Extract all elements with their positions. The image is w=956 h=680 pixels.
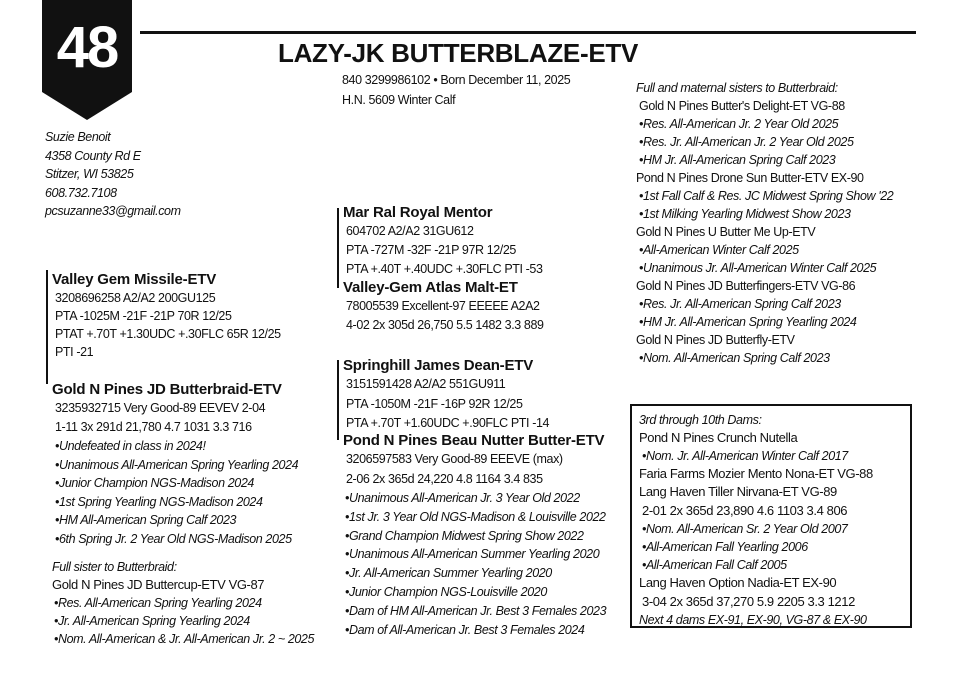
dams-box-line: Next 4 dams EX-91, EX-90, VG-87 & EX-90 [639,613,867,627]
registration-line: 840 3299986102 • Born December 11, 2025 [342,73,571,87]
dams-box-line: Lang Haven Option Nadia-ET EX-90 [639,575,837,590]
dam-dam-award: •Dam of HM All-American Jr. Best 3 Females 2023 [345,603,607,618]
dam-dam-award: •Unanimous All-American Summer Yearling 2020 [345,547,600,562]
full-sister-heading: Full sister to Butterbraid: [52,560,177,574]
dams-box [630,404,912,628]
pedigree-bracket-sire [337,208,339,288]
dam-award: •Undefeated in class in 2024! [55,439,206,453]
dams-box-line: •Nom. All-American Sr. 2 Year Old 2007 [642,522,848,536]
sire-sire-detail: 604702 A2/A2 31GU612 [346,224,474,238]
dams-box-line: 3-04 2x 365d 37,270 5.9 2205 3.3 1212 [642,594,855,609]
dam-sire-detail: PTA +.70T +1.60UDC +.90FLC PTI -14 [346,416,550,430]
sire-dam-block [343,278,544,335]
sister-award: •Res. Jr. All-American Jr. 2 Year Old 2025 [639,135,854,149]
sire-detail: 3208696258 A2/A2 200GU125 [55,291,216,305]
sister-award: •1st Fall Calf & Res. JC Midwest Spring Show '22 [639,189,894,203]
dam-name: Gold N Pines JD Butterbraid-ETV [52,381,282,398]
sister-name: Gold N Pines Butter's Delight-ET VG-88 [639,99,845,113]
full-sister-block [52,558,314,648]
dams-box-line: •Nom. Jr. All-American Winter Calf 2017 [642,449,848,463]
sister-name: Gold N Pines U Butter Me Up-ETV [636,225,816,239]
full-sister-award: •Res. All-American Spring Yearling 2024 [54,596,262,610]
dam-dam-detail: 3206597583 Very Good-89 EEEVE (max) [346,452,563,466]
sire-dam-detail: 78005539 Excellent-97 EEEEE A2A2 [346,299,540,313]
dams-box-line: Pond N Pines Crunch Nutella [639,430,798,445]
sire-dam-detail: 4-02 2x 305d 26,750 5.5 1482 3.3 889 [346,318,544,332]
dam-award: •HM All-American Spring Calf 2023 [55,513,237,527]
dams-box-heading: 3rd through 10th Dams: [639,413,762,427]
full-sister-name: Gold N Pines JD Buttercup-ETV VG-87 [52,577,265,592]
sister-award: •Unanimous Jr. All-American Winter Calf 2025 [639,261,877,275]
dam-sire-name: Springhill James Dean-ETV [343,357,534,374]
dam-dam-award: •1st Jr. 3 Year Old NGS-Madison & Louisville 2022 [345,509,606,524]
pedigree-bracket-dam [337,360,339,440]
dam-dam-block [343,431,606,639]
maternal-sisters-block [636,79,893,367]
sire-block [52,270,281,361]
dam-award: •1st Spring Yearling NGS-Madison 2024 [55,494,263,509]
sire-detail: PTI -21 [55,345,94,359]
sire-dam-name: Valley-Gem Atlas Malt-ET [343,279,518,296]
sister-award: •All-American Winter Calf 2025 [639,243,799,257]
dam-award: •Junior Champion NGS-Madison 2024 [55,476,254,490]
pedigree-bracket-left [46,270,48,384]
dam-dam-detail: 2-06 2x 365d 24,220 4.8 1164 3.4 835 [346,471,543,486]
owner-name: Suzie Benoit [45,130,111,144]
sister-award: •Res. Jr. All-American Spring Calf 2023 [639,297,841,311]
dams-box-line: •All-American Fall Calf 2005 [642,558,787,572]
dam-block [52,380,298,548]
dam-dam-name: Pond N Pines Beau Nutter Butter-ETV [343,432,605,449]
sire-sire-detail: PTA -727M -32F -21P 97R 12/25 [346,243,516,257]
sire-sire-block [343,203,543,279]
sire-detail: PTAT +.70T +1.30UDC +.30FLC 65R 12/25 [55,327,281,341]
sister-award: •1st Milking Yearling Midwest Show 2023 [639,207,851,221]
page-title: LAZY-JK BUTTERBLAZE-ETV [278,38,638,68]
dam-sire-detail: PTA -1050M -21F -16P 92R 12/25 [346,396,523,411]
sire-name: Valley Gem Missile-ETV [52,271,217,288]
dam-dam-award: •Jr. All-American Summer Yearling 2020 [345,566,552,581]
dam-award: •6th Spring Jr. 2 Year Old NGS-Madison 2025 [55,531,292,546]
dams-box-line: 2-01 2x 365d 23,890 4.6 1103 3.4 806 [642,503,848,518]
sister-award: •HM Jr. All-American Spring Calf 2023 [639,153,836,167]
sister-award: •HM Jr. All-American Spring Yearling 2024 [639,315,857,329]
dam-dam-award: •Dam of All-American Jr. Best 3 Females 2024 [345,622,585,637]
full-sister-award: •Jr. All-American Spring Yearling 2024 [54,614,250,628]
dam-dam-award: •Grand Champion Midwest Spring Show 2022 [345,528,584,543]
sire-detail: PTA -1025M -21F -21P 70R 12/25 [55,309,232,323]
maternal-sisters-heading: Full and maternal sisters to Butterbraid: [636,81,838,95]
dams-box-line: •All-American Fall Yearling 2006 [642,540,808,554]
owner-city: Stitzer, WI 53825 [45,167,134,181]
dam-detail: 3235932715 Very Good-89 EEVEV 2-04 [55,401,266,415]
dam-sire-block [343,356,549,434]
dam-dam-award: •Junior Champion NGS-Louisville 2020 [345,584,547,599]
lot-number: 48 [56,15,118,80]
sister-award: •Nom. All-American Spring Calf 2023 [639,351,830,365]
dam-dam-award: •Unanimous All-American Jr. 3 Year Old 2022 [345,491,580,505]
owner-address: 4358 County Rd E [45,148,141,163]
title-rule [140,31,916,34]
owner-email: pcsuzanne33@gmail.com [45,204,181,218]
dams-box-line: Faria Farms Mozier Mento Nona-ET VG-88 [639,466,873,481]
sister-award: •Res. All-American Jr. 2 Year Old 2025 [639,117,839,131]
dams-box-line: Lang Haven Tiller Nirvana-ET VG-89 [639,484,837,499]
herd-number-line: H.N. 5609 Winter Calf [342,93,456,107]
sister-name: Gold N Pines JD Butterfingers-ETV VG-86 [636,279,856,293]
sister-name: Gold N Pines JD Butterfly-ETV [636,333,795,347]
sire-sire-name: Mar Ral Royal Mentor [343,204,493,221]
dam-sire-detail: 3151591428 A2/A2 551GU911 [346,377,506,391]
full-sister-award: •Nom. All-American & Jr. All-American Jr. 2 ~ 2025 [54,632,315,646]
owner-phone: 608.732.7108 [45,185,117,200]
dam-award: •Unanimous All-American Spring Yearling 2024 [55,457,299,472]
sister-name: Pond N Pines Drone Sun Butter-ETV EX-90 [636,171,864,185]
owner-block [45,128,181,221]
dam-detail: 1-11 3x 291d 21,780 4.7 1031 3.3 716 [55,420,252,434]
lot-number-banner [42,0,132,122]
sire-sire-detail: PTA +.40T +.40UDC +.30FLC PTI -53 [346,262,543,276]
